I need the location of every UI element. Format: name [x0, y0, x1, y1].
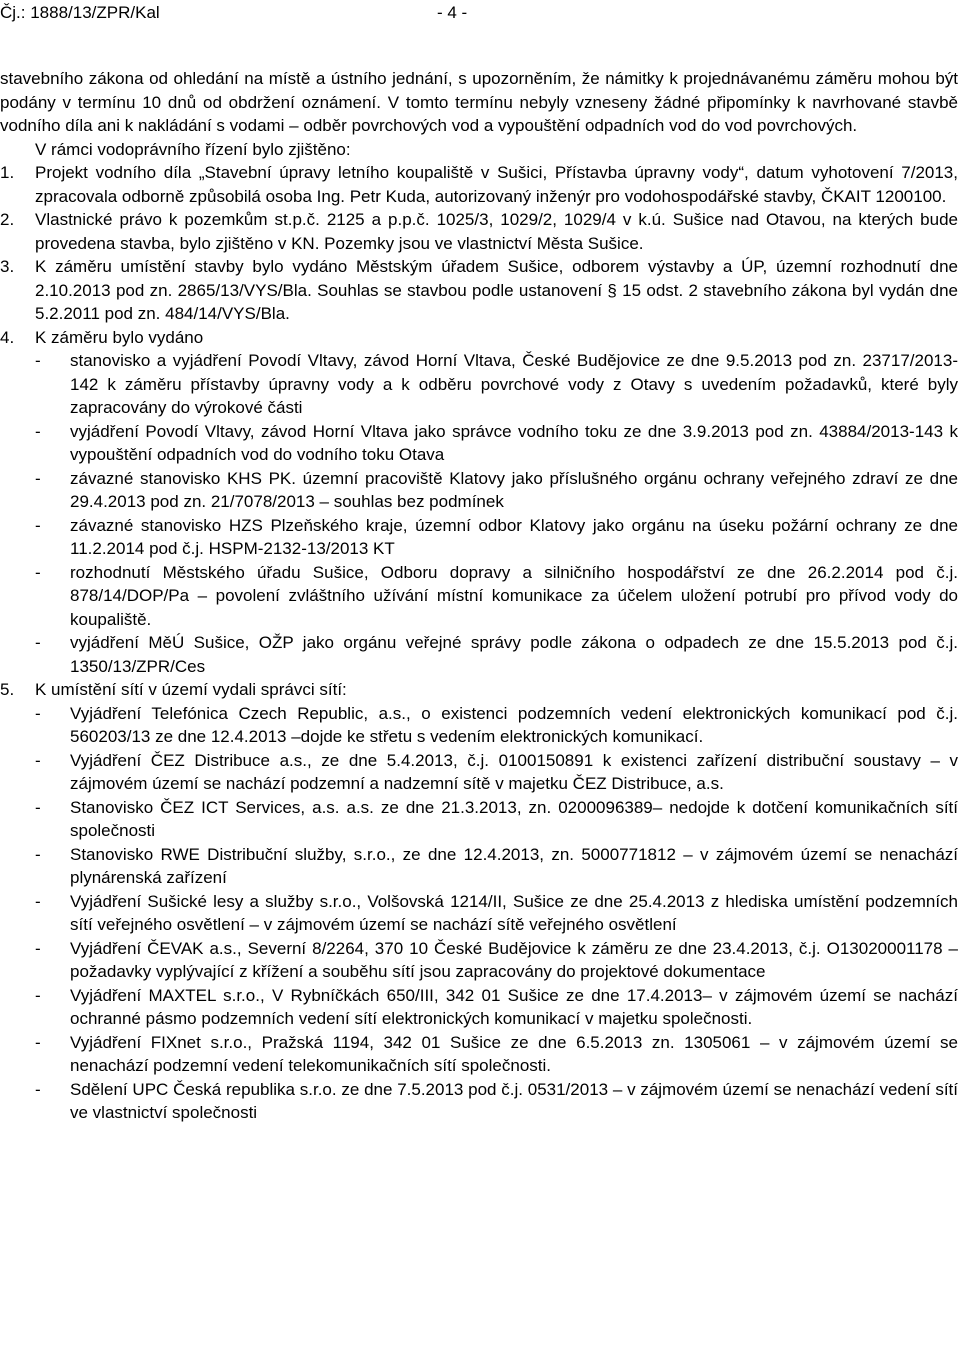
- sublist-text: Stanovisko RWE Distribuční služby, s.r.o., ze dne 12.4.2013, zn. 5000771812 – v zájmovém území se nenachází plynárenská zařízení: [70, 844, 958, 887]
- sublist-item: [35, 796, 958, 843]
- sublist-item: [35, 984, 958, 1031]
- sublist-item: [35, 890, 958, 937]
- sublist-text: Vyjádření FIXnet s.r.o., Pražská 1194, 342 01 Sušice ze dne 6.5.2013 zn. 1305061 – v zájmovém území se nenachází podzemní vedení telekomunikačních sítí společnosti.: [70, 1032, 958, 1075]
- finding-item-2: [0, 208, 958, 255]
- dash-bullet: -: [35, 1079, 41, 1099]
- sublist-text: vyjádření Povodí Vltavy, závod Horní Vltava jako správce vodního toku ze dne 3.9.2013 pod zn. 43884/2013-143 k vypouštění odpadních vod do vodního toku Otava: [70, 421, 958, 464]
- dash-bullet: -: [35, 421, 41, 441]
- finding-number: 1.: [0, 163, 15, 182]
- finding-text: K záměru bylo vydáno: [35, 327, 204, 347]
- document-body: [0, 67, 958, 1125]
- sublist-text: Sdělení UPC Česká republika s.r.o. ze dne 7.5.2013 pod č.j. 0531/2013 – v zájmovém území se nenachází vedení sítí ve vlastnictví společnosti: [70, 1079, 958, 1122]
- sublist-text: Vyjádření ČEZ Distribuce a.s., ze dne 5.4.2013, č.j. 0100150891 k existenci zařízení distribuční soustavy – v zájmovém území se nachází podzemní a nadzemní sítě v majetku ČEZ Distribuce, a.s.: [70, 750, 958, 793]
- sublist-text: Vyjádření ČEVAK a.s., Severní 8/2264, 370 10 České Budějovice k záměru ze dne 23.4.2013, č.j. O13020001178 – požadavky vyplývající z křížení a souběhu sítí jsou zapracovány do projektové dokumentace: [70, 938, 958, 981]
- sublist-item: [35, 702, 958, 749]
- sublist-text: Stanovisko ČEZ ICT Services, a.s. a.s. ze dne 21.3.2013, zn. 0200096389– nedojde k dotčení komunikačních sítí společnosti: [70, 797, 958, 840]
- dash-bullet: -: [35, 750, 41, 770]
- dash-bullet: -: [35, 797, 41, 817]
- finding-number: 4.: [0, 327, 15, 347]
- sublist-text: vyjádření MěÚ Sušice, OŽP jako orgánu veřejné správy podle zákona o odpadech ze dne 15.5.2013 pod č.j. 1350/13/ZPR/Ces: [70, 633, 958, 676]
- sublist-text: Vyjádření Telefónica Czech Republic, a.s., o existenci podzemních vedení elektronických komunikací pod č.j. 560203/13 ze dne 12.4.2013 –dojde ke střetu s vedením elektronických komunikací.: [70, 703, 958, 746]
- sublist-item: [35, 561, 958, 632]
- sublist-item: [35, 631, 958, 678]
- finding-item-5: [0, 678, 958, 702]
- dash-bullet: -: [35, 351, 41, 370]
- dash-bullet: -: [35, 844, 41, 864]
- dash-bullet: -: [35, 891, 41, 911]
- page-number: - 4 -: [437, 3, 468, 22]
- finding-4-sublist: [0, 349, 958, 678]
- sublist-text: Vyjádření Sušické lesy a služby s.r.o., Volšovská 1214/II, Sušice ze dne 25.4.2013 z hlediska umístění podzemních sítí veřejného osvětlení – v zájmovém území se nachází sítě veřejného osvětlení: [70, 891, 958, 934]
- sublist-item: [35, 843, 958, 890]
- sublist-item: [35, 937, 958, 984]
- sublist-text: závazné stanovisko HZS Plzeňského kraje, územní odbor Klatovy jako orgánu na úseku požární ochrany ze dne 11.2.2014 pod č.j. HSPM-2132-13/2013 KT: [70, 515, 958, 558]
- sublist-text: Vyjádření MAXTEL s.r.o., V Rybníčkách 650/III, 342 01 Sušice ze dne 17.4.2013– v zájmovém území se nachází ochranné pásmo podzemních vedení sítí elektronických komunikací v majetku společnosti.: [70, 985, 958, 1028]
- sublist-item: [35, 514, 958, 561]
- dash-bullet: -: [35, 938, 41, 958]
- finding-text: K umístění sítí v území vydali správci sítí:: [35, 680, 347, 699]
- document-reference: Čj.: 1888/13/ZPR/Kal: [0, 3, 160, 22]
- dash-bullet: -: [35, 1032, 41, 1052]
- sublist-text: rozhodnutí Městského úřadu Sušice, Odboru dopravy a silničního hospodářství ze dne 26.2.2014 pod č.j. 878/14/DOP/Pa – povolení zvláštního užívání místní komunikace za účelem uložení potrubí pro přívod vody do koupaliště.: [70, 562, 958, 629]
- finding-item-1: [0, 161, 958, 208]
- finding-text: K záměru umístění stavby bylo vydáno Městským úřadem Sušice, odborem výstavby a ÚP, územní rozhodnutí dne 2.10.2013 pod zn. 2865/13/VYS/Bla. Souhlas se stavbou podle ustanovení § 15 odst. 2 stavebního zákona byl vydán dne 5.2.2011 pod zn. 484/14/VYS/Bla.: [35, 257, 958, 323]
- sublist-item: [35, 349, 958, 420]
- finding-item-4: [0, 326, 958, 350]
- sublist-item: [35, 420, 958, 467]
- dash-bullet: -: [35, 562, 41, 582]
- sublist-item: [35, 467, 958, 514]
- finding-5-sublist: [0, 702, 958, 1125]
- sublist-text: stanovisko a vyjádření Povodí Vltavy, závod Horní Vltava, České Budějovice ze dne 9.5.2013 pod zn. 23717/2013-142 k záměru přístavby úpravny vody a k odběru povrchové vody z Otavy s uvedením požadavků, které byly zapracovány do výrokové části: [70, 351, 958, 417]
- finding-text: Vlastnické právo k pozemkům st.p.č. 2125 a p.p.č. 1025/3, 1029/2, 1029/4 v k.ú. Sušice nad Otavou, na kterých bude provedena stavba, bylo zjištěno v KN. Pozemky jsou ve vlastnictví Města Sušice.: [35, 210, 958, 253]
- sublist-item: [35, 1078, 958, 1125]
- sublist-item: [35, 749, 958, 796]
- finding-number: 2.: [0, 210, 15, 229]
- intro-paragraph: stavebního zákona od ohledání na místě a ústního jednání, s upozorněním, že námitky k projednávanému záměru mohou být podány v termínu 10 dnů od obdržení oznámení. V tomto termínu nebyly vzneseny žádné připomínky k navrhované stavbě vodního díla ani k nakládání s vodami – odběr povrchových vod a vypouštění odpadních vod do vod povrchových.: [0, 69, 958, 135]
- sublist-text: závazné stanovisko KHS PK. územní pracoviště Klatovy jako příslušného orgánu ochrany veřejného zdraví ze dne 29.4.2013 pod zn. 21/7078/2013 – souhlas bez podmínek: [70, 468, 958, 511]
- dash-bullet: -: [35, 633, 41, 652]
- finding-number: 3.: [0, 257, 15, 276]
- finding-number: 5.: [0, 680, 15, 699]
- dash-bullet: -: [35, 468, 41, 488]
- sublist-item: [35, 1031, 958, 1078]
- dash-bullet: -: [35, 515, 41, 535]
- finding-item-3: [0, 255, 958, 326]
- dash-bullet: -: [35, 703, 41, 723]
- page-header: [0, 1, 960, 25]
- findings-heading: V rámci vodoprávního řízení bylo zjištěno:: [35, 139, 351, 159]
- dash-bullet: -: [35, 985, 41, 1005]
- finding-text: Projekt vodního díla „Stavební úpravy letního koupaliště v Sušici, Přístavba úpravny vody“, datum vyhotovení 7/2013, zpracovala odborně způsobilá osoba Ing. Petr Kuda, autorizovaný inženýr pro vodohospodářské stavby, ČKAIT 1200100.: [35, 163, 958, 206]
